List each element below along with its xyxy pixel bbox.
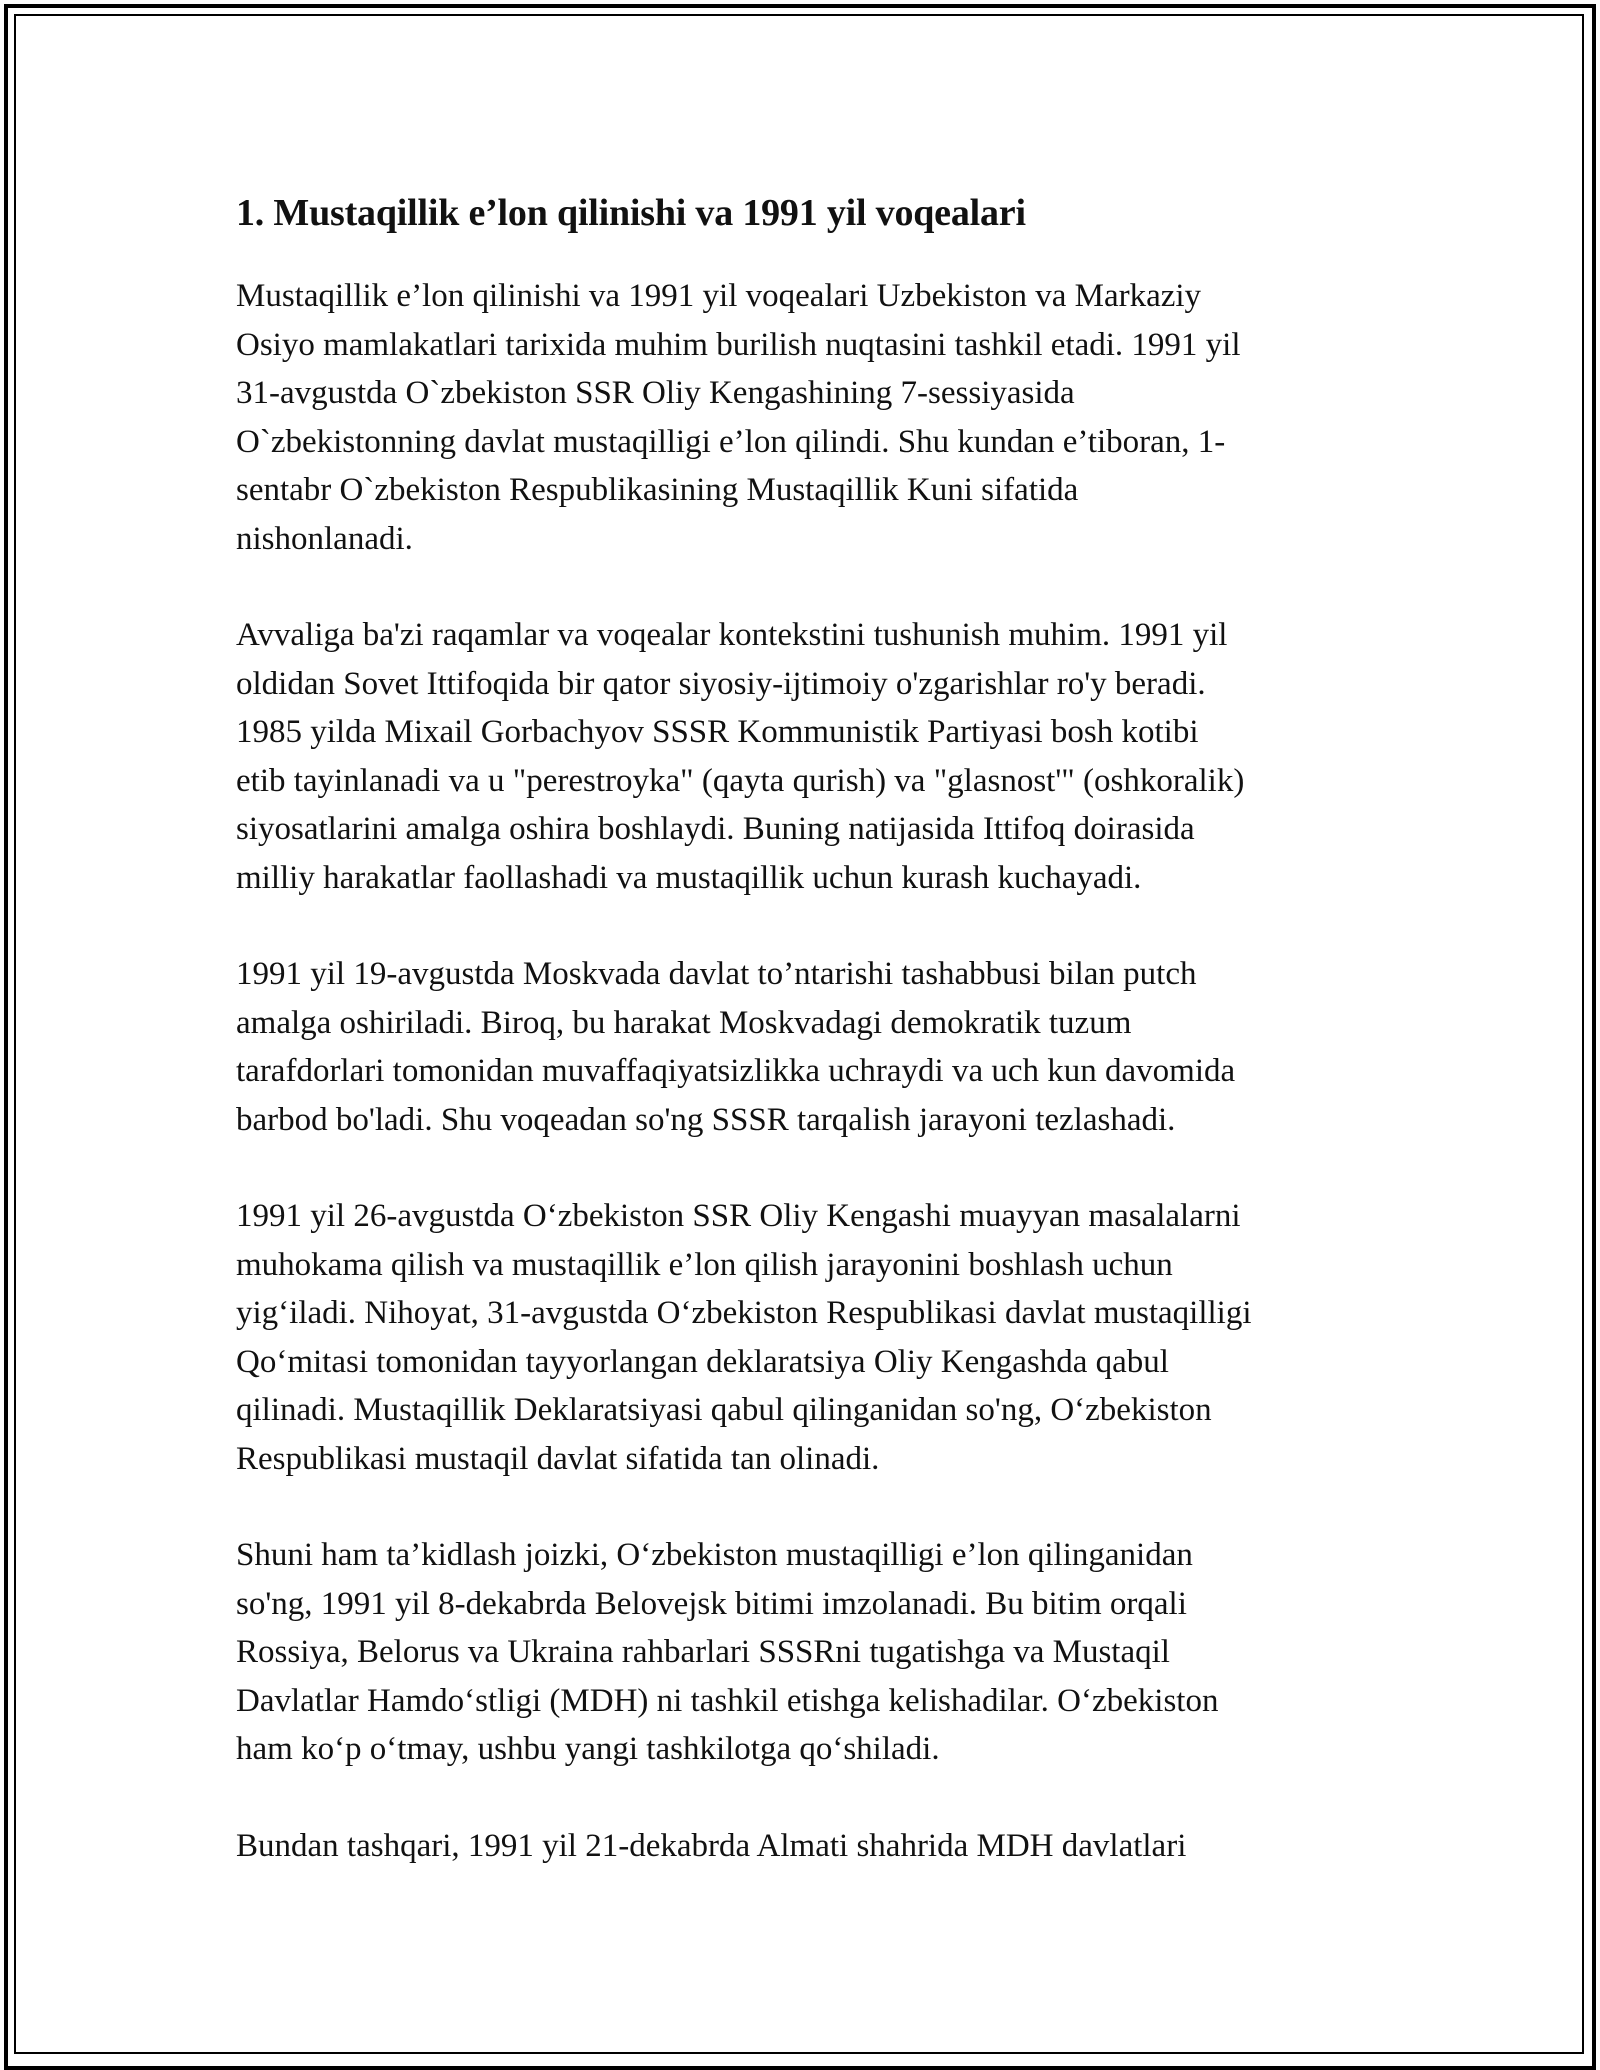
text-line: ham ko‘p o‘tmay, ushbu yangi tashkilotga qo‘shiladi. (236, 1731, 940, 1767)
text-line: tarafdorlari tomonidan muvaffaqiyatsizlikka uchraydi va uch kun davomida (236, 1053, 1236, 1089)
text-line: Mustaqillik e’lon qilinishi va 1991 yil voqealari Uzbekiston va Markaziy (236, 278, 1202, 314)
text-line: sentabr O`zbekiston Respublikasining Mustaqillik Kuni sifatida (236, 472, 1079, 508)
document-body (236, 186, 1376, 1918)
text-line: muhokama qilish va mustaqillik e’lon qilish jarayonini boshlash uchun (236, 1246, 1173, 1283)
text-line: amalga oshiriladi. Biroq, bu harakat Moskvadagi demokratik tuzum (236, 1004, 1132, 1041)
text-line: Avvaliga ba'zi raqamlar va voqealar kontekstini tushunish muhim. 1991 yil (236, 617, 1228, 653)
text-line: Osiyo mamlakatlari tarixida muhim burilish nuqtasini tashkil etadi. 1991 yil (236, 326, 1241, 363)
paragraph-4 (236, 1192, 1376, 1483)
section-heading: 1. Mustaqillik e’lon qilinishi va 1991 yil voqealari (236, 192, 1026, 234)
text-line: etib tayinlanadi va u "perestroyka" (qayta qurish) va "glasnost'" (oshkoralik) (236, 762, 1245, 799)
text-line: Bundan tashqari, 1991 yil 21-dekabrda Almati shahrida MDH davlatlari (236, 1827, 1187, 1864)
text-line: 31-avgustda O`zbekiston SSR Oliy Kengashining 7-sessiyasida (236, 375, 1075, 411)
paragraph-1 (236, 272, 1376, 563)
text-line: barbod bo'ladi. Shu voqeadan so'ng SSSR tarqalish jarayoni tezlashadi. (236, 1101, 1176, 1138)
text-line: so'ng, 1991 yil 8-dekabrda Belovejsk bitimi imzolanadi. Bu bitim orqali (236, 1585, 1187, 1622)
text-line: Shuni ham ta’kidlash joizki, O‘zbekiston mustaqilligi e’lon qilinganidan (236, 1537, 1193, 1573)
text-line: Davlatlar Hamdo‘stligi (MDH) ni tashkil etishga kelishadilar. O‘zbekiston (236, 1682, 1219, 1719)
text-line: O`zbekistonning davlat mustaqilligi e’lon qilindi. Shu kundan e’tiboran, 1- (236, 423, 1226, 460)
text-line: 1991 yil 26-avgustda O‘zbekiston SSR Oliy Kengashi muayyan masalalarni (236, 1198, 1241, 1234)
text-line: qilinadi. Mustaqillik Deklaratsiyasi qabul qilinganidan so'ng, O‘zbekiston (236, 1392, 1212, 1428)
text-line: Qo‘mitasi tomonidan tayyorlangan deklaratsiya Oliy Kengashda qabul (236, 1343, 1169, 1380)
text-line: siyosatlarini amalga oshira boshlaydi. Buning natijasida Ittifoq doirasida (236, 811, 1195, 847)
text-line: Rossiya, Belorus va Ukraina rahbarlari SSSRni tugatishga va Mustaqil (236, 1634, 1170, 1670)
text-line: Respublikasi mustaqil davlat sifatida tan olinadi. (236, 1440, 880, 1477)
text-line: nishonlanadi. (236, 520, 413, 557)
text-line: 1991 yil 19-avgustda Moskvada davlat to’ntarishi tashabbusi bilan putch (236, 956, 1197, 992)
text-line: milliy harakatlar faollashadi va mustaqillik uchun kurash kuchayadi. (236, 859, 1142, 896)
paragraph-5 (236, 1531, 1376, 1774)
paragraph-3 (236, 950, 1376, 1144)
text-line: 1985 yilda Mixail Gorbachyov SSSR Kommunistik Partiyasi bosh kotibi (236, 714, 1199, 750)
text-line: yig‘iladi. Nihoyat, 31-avgustda O‘zbekiston Respublikasi davlat mustaqilligi (236, 1295, 1252, 1331)
paragraph-2 (236, 611, 1376, 902)
text-line: oldidan Sovet Ittifoqida bir qator siyosiy-ijtimoiy o'zgarishlar ro'y beradi. (236, 665, 1206, 702)
paragraph-6 (236, 1822, 1376, 1871)
